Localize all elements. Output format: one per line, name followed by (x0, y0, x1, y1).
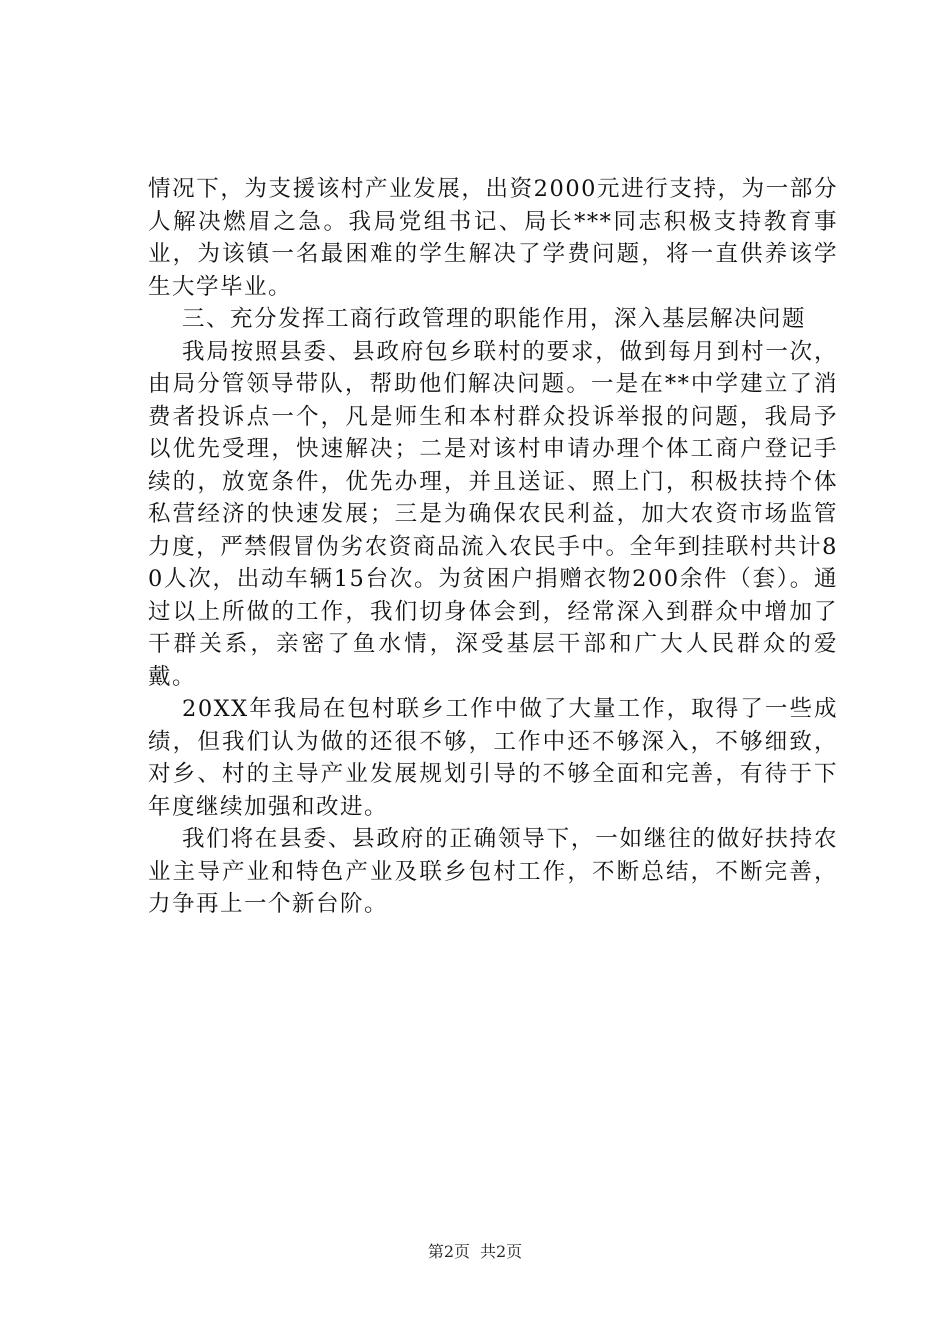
section-heading: 三、充分发挥工商行政管理的职能作用，深入基层解决问题 (182, 306, 807, 332)
page-footer (0, 1242, 950, 1262)
paragraph-summary: 20XX年我局在包村联乡工作中做了大量工作，取得了一些成绩，但我们认为做的还很不够，工作中还不够深入，不够细致，对乡、村的主导产业发展规划引导的不够全面和完善，有待于下年度继续加强和改进。 (148, 696, 838, 820)
paragraph-continuation: 情况下，为支援该村产业发展，出资2000元进行支持，为一部分人解决燃眉之急。我局党组书记、局长***同志积极支持教育事业，为该镇一名最困难的学生解决了学费问题，将一直供养该学生大学毕业。 (148, 176, 838, 300)
paragraph-closing: 我们将在县委、县政府的正确领导下，一如继往的做好扶持农业主导产业和特色产业及联乡包村工作，不断总结，不断完善，力争再上一个新台阶。 (148, 826, 838, 917)
page-number-current: 第2页 (427, 1242, 470, 1261)
page-number-total: 共2页 (480, 1242, 523, 1261)
paragraph-body: 我局按照县委、县政府包乡联村的要求，做到每月到村一次，由局分管领导带队，帮助他们解决问题。一是在**中学建立了消费者投诉点一个，凡是师生和本村群众投诉举报的问题，我局予以优先受理，快速解决；二是对该村申请办理个体工商户登记手续的，放宽条件，优先办理，并且送证、照上门，积极扶持个体私营经济的快速发展；三是为确保农民利益，加大农资市场监管力度，严禁假冒伪劣农资商品流入农民手中。全年到挂联村共计80人次，出动车辆15台次。为贫困户捐赠衣物200余件（套）。通过以上所做的工作，我们切身体会到，经常深入到群众中增加了干群关系，亲密了鱼水情，深受基层干部和广大人民群众的爱戴。 (148, 338, 838, 690)
document-body (148, 173, 838, 921)
